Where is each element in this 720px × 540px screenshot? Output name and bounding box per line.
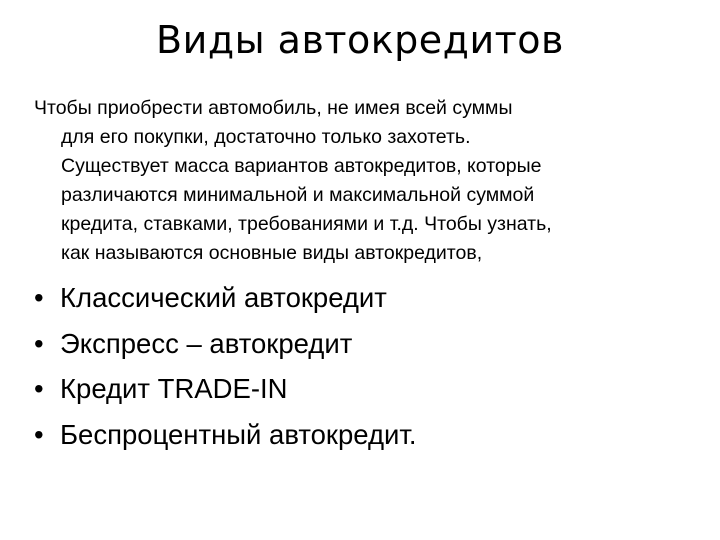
slide-title: Виды автокредитов <box>156 18 564 62</box>
intro-line: как называются основные виды автокредитов, <box>61 242 483 264</box>
intro-paragraph <box>34 94 674 268</box>
bullet-icon: • <box>34 282 44 313</box>
list-item <box>0 412 720 458</box>
list-item-label: Кредит TRADE-IN <box>60 373 288 404</box>
bullet-icon: • <box>34 327 44 359</box>
list-item <box>0 275 720 321</box>
intro-line: Чтобы приобрести автомобиль, не имея всей суммы <box>34 97 513 119</box>
list-item-label: Беспроцентный автокредит. <box>60 418 417 450</box>
intro-line: для его покупки, достаточно только захотеть. <box>61 126 471 148</box>
bullet-icon: • <box>34 373 44 404</box>
loan-types-list <box>0 275 720 457</box>
intro-line: Существует масса вариантов автокредитов, которые <box>61 155 542 177</box>
list-item <box>0 366 720 412</box>
list-item <box>0 321 720 367</box>
intro-line: различаются минимальной и максимальной суммой <box>61 184 535 206</box>
intro-line: кредита, ставками, требованиями и т.д. Чтобы узнать, <box>61 213 552 235</box>
list-item-label: Классический автокредит <box>60 282 387 313</box>
list-item-label: Экспресс – автокредит <box>60 327 353 359</box>
bullet-icon: • <box>34 418 44 450</box>
